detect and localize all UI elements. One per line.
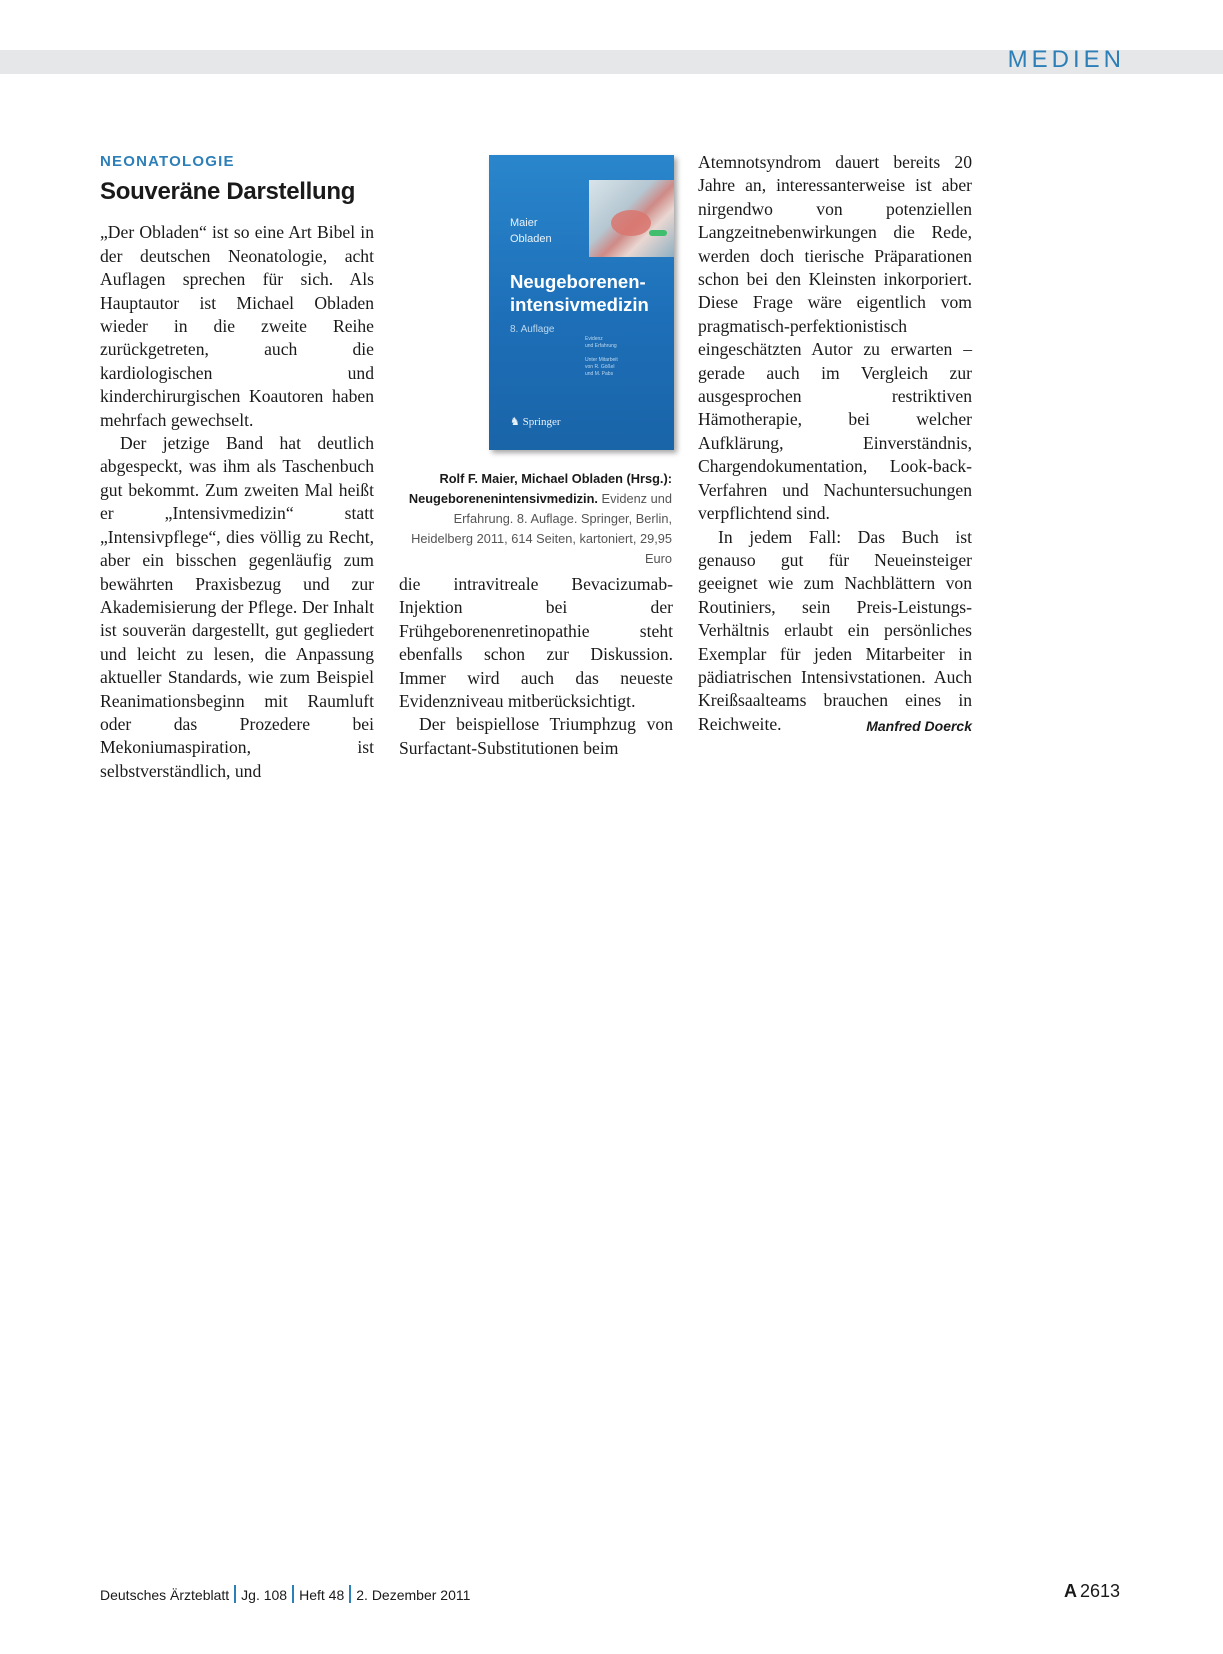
- paragraph: Der beispiellose Triumphzug von Surfactant-Substitutionen beim: [399, 714, 673, 758]
- paragraph: Der jetzige Band hat deutlich abgespeckt, was ihm als Taschenbuch gut bekommt. Zum zweiten Mal heißt er „Intensivmedizin“ statt „Intensivpflege“, dies völlig zu Recht, aber ein bisschen gegenläufig zum bewährten Praxisbezug und zur Akademisierung der Pflege. Der Inhalt ist souverän dargestellt, gut gegliedert und leicht zu lesen, die Anpassung aktueller Standards, wie zum Beispiel Reanimationsbeginn mit Raumluft oder das Prozedere bei Mekoniumaspiration, ist selbstverständlich, und: [100, 433, 374, 781]
- caption-editors: Rolf F. Maier, Michael Obladen (Hrsg.):: [439, 471, 672, 486]
- caption-title: Neugeborenenintensivmedizin.: [408, 491, 598, 506]
- journal-name: Deutsches Ärzteblatt: [100, 1587, 230, 1603]
- article-column-2: [399, 573, 673, 760]
- paragraph: [698, 526, 972, 737]
- cover-title: [510, 270, 670, 316]
- paragraph: die intravitreale Bevacizumab-Injektion bei der Frühgeborenenretinopathie steht ebenfalls schon zur Diskussion. Immer wird auch das neueste Evidenzniveau mitberücksichtigt.: [399, 574, 673, 712]
- paragraph: Atemnotsyndrom dauert bereits 20 Jahre an, interessanterweise ist aber nirgendwo von potenziellen Langzeitnebenwirkungen die Rede, werden doch tierische Präparationen schon bei den Kleinsten inkorporiert. Diese Frage wäre eigentlich vom pragmatisch-perfektionistisch eingeschätzten Autor zu erwarten – gerade auch im Vergleich zur ausgesprochen restriktiven Hämotherapie, bei welcher Aufklärung, Einverständnis, Chargendokumentation, Look-back-Verfahren und Nachuntersuchungen verpflichtend sind.: [698, 152, 972, 524]
- fine-print-line: Unter Mitarbeit: [585, 357, 618, 363]
- page-number-value: 2613: [1079, 1581, 1120, 1601]
- separator: [349, 1585, 351, 1603]
- cover-title-line: intensivmedizin: [510, 294, 649, 315]
- cover-edition: 8. Auflage: [510, 324, 555, 335]
- footer: [100, 1585, 470, 1603]
- springer-horse-icon: ♞: [510, 416, 520, 428]
- book-cover: [489, 155, 674, 450]
- article-headline: Souveräne Darstellung: [100, 178, 356, 206]
- cover-title-line: Neugeborenen-: [510, 271, 646, 292]
- cover-publisher: [510, 415, 561, 428]
- fine-print-line: und Erfahrung: [585, 343, 617, 349]
- page-number: [1064, 1581, 1120, 1602]
- infant-image: [611, 210, 651, 236]
- separator: [292, 1585, 294, 1603]
- cover-fine-print: [585, 336, 665, 378]
- publisher-name: Springer: [522, 416, 561, 428]
- separator: [234, 1585, 236, 1603]
- author-signature: Manfred Doerck: [866, 717, 972, 734]
- fine-print-line: Evidenz: [585, 336, 603, 342]
- cover-author: Obladen: [510, 233, 552, 245]
- caption-details: Evidenz und Erfahrung. 8. Auflage. Springer, Berlin, Heidelberg 2011, 614 Seiten, kartoniert, 29,95 Euro: [411, 491, 672, 566]
- issue: Heft 48: [299, 1587, 345, 1603]
- paragraph: „Der Obladen“ ist so eine Art Bibel in der deutschen Neonatologie, acht Auflagen sprechen für sich. Als Hauptautor ist Michael Obladen wieder in die zweite Reihe zurückgetreten, auch die kardiologischen und kinderchirurgischen Koautoren haben mehrfach gewechselt.: [100, 222, 374, 430]
- cover-author: Maier: [510, 217, 538, 229]
- volume: Jg. 108: [241, 1587, 288, 1603]
- paragraph-text: In jedem Fall: Das Buch ist genauso gut für Neueinsteiger geeignet wie zum Nachblättern von Routiniers, sein Preis-Leistungs-Verhältnis erlaubt ein persönliches Exemplar für jeden Mitarbeiter in pädiatrischen Intensivstationen. Auch Kreißsaalteams brauchen eines in Reichweite.: [698, 526, 972, 734]
- book-caption: [390, 469, 672, 569]
- fine-print-line: von R. Gößel: [585, 364, 615, 370]
- fine-print-line: [585, 350, 665, 357]
- tube-image: [649, 230, 667, 236]
- cover-authors: [510, 215, 552, 247]
- article-column-1: [100, 150, 374, 783]
- article-kicker: NEONATOLOGIE: [100, 153, 235, 170]
- article-column-3: [698, 151, 972, 738]
- section-label: MEDIEN: [1007, 46, 1125, 73]
- cover-photo: [589, 180, 674, 257]
- fine-print-line: und M. Pabs: [585, 371, 614, 377]
- page-prefix: A: [1063, 1581, 1077, 1601]
- issue-date: 2. Dezember 2011: [356, 1587, 471, 1603]
